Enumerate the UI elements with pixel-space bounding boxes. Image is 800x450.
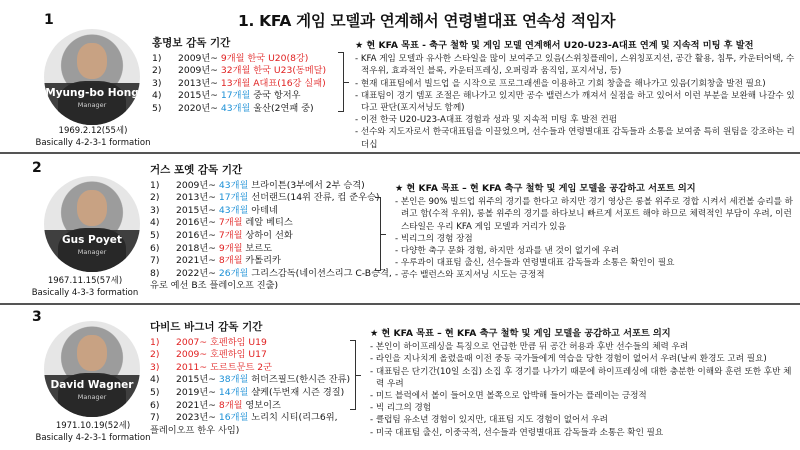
note-item: - 공수 밸런스와 포지셔닝 시도는 긍정적: [395, 270, 545, 281]
career-year: 2018년~: [176, 242, 219, 254]
career-highlight: 32개월 한국 U23(동메달): [220, 65, 327, 77]
career-row: [150, 387, 350, 400]
note-item: - 라인을 지나치게 올렸을때 이전 중동 국가들에게 역습을 당한 경험이 없어서 우려(날씨 환경도 고려 필요): [370, 354, 767, 365]
face-figure: [77, 335, 107, 371]
career-row-continued: 플레이오프 한우 사임): [150, 424, 240, 436]
career-team: 선더랜드(14위 잔류, 컵 준우승): [248, 192, 380, 204]
career-index: 5): [150, 229, 160, 241]
career-highlight: 호펜하임 U17: [210, 349, 267, 361]
notes-title: ★ 현 KFA 목표 – 현 KFA 축구 철학 및 게임 모델을 공감하고 서포트 의지: [395, 183, 696, 194]
note-item: - 빅리그의 경험 장점: [395, 233, 473, 244]
career-highlight: 9개월 한국 U20(8강): [220, 52, 309, 64]
face-figure: [77, 190, 107, 226]
career-index: 2): [150, 349, 160, 361]
photo-name: Gus Poyet: [62, 234, 122, 246]
photo-name: David Wagner: [50, 379, 134, 391]
candidate-caption: [0, 275, 170, 299]
evaluation-notes: [370, 328, 795, 439]
career-team: 브라이튼(3부에서 2부 승격): [248, 179, 365, 191]
note-item: - 이전 한국 U20-U23-A대표 경험과 성과 및 지속적 미팅 후 발전 컨펌: [355, 115, 618, 126]
career-team: 샬케(두번재 시즌 경질): [248, 386, 345, 398]
career-team: 허더즈필드(한시즌 잔류): [248, 374, 351, 386]
career-year: 2011~: [176, 361, 211, 373]
career-highlight: 17개월: [218, 192, 249, 204]
evaluation-notes: [355, 40, 795, 151]
career-team: 그리스감독(네이션스리그 C-B승격,: [248, 267, 392, 279]
career-index: 2): [150, 192, 160, 204]
career-highlight: 8개월: [218, 255, 243, 267]
career-team: 아테네: [248, 204, 278, 216]
career-year: 2009~: [176, 349, 211, 361]
career-year: 2023년~: [176, 412, 219, 424]
note-item: - 대표팀이 경기 템포 조절은 해나가고 있지만 공수 밸런스가 깨져서 실점을 하고 있어서 이런 부분을 보완해 나갈수 있다고 판단(포지셔닝도 함께): [355, 90, 795, 114]
career-highlight: 호펜하임 U19: [210, 336, 267, 348]
career-row: [150, 255, 392, 268]
career-team: 노리치 시티(리그6위,: [248, 412, 338, 424]
photo-role: Manager: [77, 101, 107, 109]
career-row: [150, 205, 392, 218]
note-item: - 미국 대표팀 출신, 이중국적, 선수들과 연령별대표 감독들과 소통은 확인 필요: [370, 427, 664, 438]
page-title: 1. KFA 게임 모델과 연계해서 연령별대표 연속성 적임자: [238, 12, 616, 30]
manager-photo: [44, 176, 140, 272]
career-row: [150, 180, 392, 193]
career-row: [150, 192, 392, 205]
career-year: 2015년~: [176, 374, 219, 386]
career-year: 2009년~: [178, 52, 221, 64]
candidate-number: 2: [32, 160, 42, 176]
career-index: 1): [150, 336, 160, 348]
career-index: 2): [152, 65, 162, 77]
career-row: [150, 349, 350, 362]
career-index: 3): [152, 77, 162, 89]
career-year: 2016년~: [176, 229, 219, 241]
note-item: - 클럽팀 유소년 경험이 있지만, 대표팀 지도 경험이 없어서 우려: [370, 415, 608, 426]
name-band: [44, 83, 140, 125]
career-index: 4): [150, 374, 160, 386]
career-year: 2015년~: [178, 90, 221, 102]
note-item: - 현재 대표팀에서 빌드업 을 시작으로 프로그래센을 이용하고 기회 창출을 해나가고 있음(기회창출 발전 필요): [355, 78, 766, 89]
career-index: 7): [150, 412, 160, 424]
career-year: 2022년~: [176, 267, 219, 279]
career-row: [150, 400, 350, 413]
career-highlight: 14개월: [218, 386, 249, 398]
career-list: [152, 37, 326, 116]
career-list: [150, 164, 392, 293]
career-highlight: 7개월: [218, 217, 243, 229]
career-highlight: 도르트문트 2군: [210, 361, 273, 373]
career-year: 2013년~: [176, 192, 219, 204]
bracket-line: [350, 340, 356, 410]
evaluation-notes: [395, 183, 793, 282]
career-team: 레알 베티스: [242, 217, 293, 229]
career-year: 2009년~: [176, 179, 219, 191]
note-item: - 대표팀은 단기간(10일 소집) 소집 후 경기를 나가기 때문에 하이프레싱에 대한 충분한 이해와 훈련 또한 후반 체력 우려: [370, 366, 792, 389]
photo-role: Manager: [77, 393, 107, 401]
career-row: [150, 268, 392, 281]
formation: Basically 4-3-3 formation: [31, 288, 139, 298]
career-index: 7): [150, 255, 160, 267]
career-title: 홍명보 감독 기간: [152, 37, 231, 49]
career-list: [150, 321, 350, 437]
career-highlight: 17개월: [220, 90, 251, 102]
career-year: 2015년~: [176, 204, 219, 216]
formation: Basically 4-2-3-1 formation: [35, 433, 151, 443]
bracket-line: [338, 52, 344, 112]
note-item: - KFA 게임 모델과 유사한 스타일을 많이 보여주고 있음(스위칭플레이, 스위칭포지션, 공간 활용, 침투, 카운터어택, 수적우위, 효과적인 블록, 카운터프레싱, 오퍼링과 움직임, 포지셔닝, 등): [355, 54, 795, 77]
name-band: [44, 230, 140, 272]
note-item: - 본인은 90% 빌드업 위주의 경기를 한다고 하지만 경기 영상은 롱볼 위주로 경합 시켜서 세컨볼 승리를 하려고 함(수적 우위), 롱볼 위주의 경기를 하다보니 빠르게 서포트 해야 하므로 체력적인 부담이 우려, 이런 스타일은 우리 KFA 게임 모델과 거리가 있음: [395, 197, 793, 232]
section-divider: [0, 303, 800, 305]
face-figure: [77, 43, 107, 79]
career-row: [150, 243, 392, 256]
career-highlight: 13개월 A대표(16강 실패): [220, 77, 326, 89]
career-title: 다비드 바그너 감독 기간: [150, 321, 263, 333]
candidate-number: 1: [44, 12, 54, 28]
career-index: 1): [152, 52, 162, 64]
career-row: [150, 337, 350, 350]
career-index: 6): [150, 399, 160, 411]
formation: Basically 4-2-3-1 formation: [35, 138, 151, 148]
career-row: [150, 374, 350, 387]
career-row: [150, 217, 392, 230]
career-index: 3): [150, 204, 160, 216]
career-team: 영보이즈: [242, 399, 281, 411]
career-row: [150, 230, 392, 243]
birth-date: 1967.11.15(57세): [47, 276, 123, 286]
career-index: 4): [150, 217, 160, 229]
career-index: 4): [152, 90, 162, 102]
note-item: - 빅 리그의 경험: [370, 403, 432, 414]
career-index: 5): [152, 102, 162, 114]
career-year: 2016년~: [176, 217, 219, 229]
career-row-continued: 유로 예선 B조 플레이오프 진출): [150, 280, 279, 292]
career-team: 보르도: [242, 242, 273, 254]
career-team: 중국 항저우: [250, 90, 301, 102]
career-row: [152, 90, 326, 103]
career-row: [150, 412, 350, 425]
career-title: 거스 포옛 감독 기간: [150, 164, 243, 176]
notes-title: ★ 현 KFA 목표 – 현 KFA 축구 철학 및 게임 모델을 공감하고 서포트 의지: [370, 328, 671, 339]
bracket-line: [375, 197, 381, 271]
career-year: 2020년~: [178, 102, 221, 114]
career-year: 2021년~: [176, 255, 219, 267]
candidate-number: 3: [32, 309, 42, 325]
career-row: [152, 78, 326, 91]
career-index: 6): [150, 242, 160, 254]
career-year: 2019년~: [176, 386, 219, 398]
manager-photo: [44, 321, 140, 417]
career-index: 8): [150, 267, 160, 279]
note-item: - 선수와 지도자로서 한국대표팀을 이끌었으며, 선수들과 연령별대표 감독들과 소통을 보여줌 특히 원팀을 강조하는 리더십: [355, 127, 795, 150]
career-row: [152, 103, 326, 116]
birth-date: 1971.10.19(52세): [55, 421, 131, 431]
candidate-caption: [8, 125, 178, 149]
career-highlight: 43개월: [218, 179, 249, 191]
career-row: [150, 362, 350, 375]
name-band: [44, 375, 140, 417]
photo-name: Myung-bo Hong: [45, 87, 139, 99]
note-item: - 본인이 하이프레싱을 특징으로 언급한 만큼 뒤 공간 허용과 후반 선수들의 체력 우려: [370, 342, 689, 353]
career-row: [152, 53, 326, 66]
career-team: 카톨리카: [242, 255, 281, 267]
birth-date: 1969.2.12(55세): [58, 126, 128, 136]
career-year: 2013년~: [178, 77, 221, 89]
note-item: - 우루과이 대표팀 출신, 선수들과 연령별대표 감독들과 소통은 확인이 필요: [395, 258, 675, 269]
career-highlight: 38개월: [218, 374, 249, 386]
career-team: 울산(2연패 중): [250, 102, 314, 114]
career-team: 상하이 선화: [242, 229, 293, 241]
career-index: 1): [150, 179, 160, 191]
career-index: 5): [150, 386, 160, 398]
career-highlight: 16개월: [218, 412, 249, 424]
career-highlight: 26개월: [218, 267, 249, 279]
career-highlight: 9개월: [218, 242, 243, 254]
career-highlight: 8개월: [218, 399, 243, 411]
note-item: - 다양한 축구 문화 경험, 하지만 성과를 낸 것이 없기에 우려: [395, 246, 620, 257]
career-highlight: 43개월: [218, 204, 249, 216]
career-highlight: 43개월: [220, 102, 251, 114]
career-year: 2021년~: [176, 399, 219, 411]
career-index: 3): [150, 361, 160, 373]
career-row: [152, 65, 326, 78]
career-highlight: 7개월: [218, 229, 243, 241]
career-year: 2009년~: [178, 65, 221, 77]
photo-role: Manager: [77, 248, 107, 256]
manager-photo: [44, 29, 140, 125]
note-item: - 미드 블럭에서 볼이 들어오면 볼쪽으로 압박해 들어가는 플레이는 긍정적: [370, 391, 647, 402]
section-divider: [0, 152, 800, 154]
career-year: 2007~: [176, 336, 211, 348]
notes-title: ★ 현 KFA 목표 - 축구 철학 및 게임 모델 연계해서 U20-U23-A대표 연계 및 지속적 미팅 후 발전: [355, 40, 754, 51]
